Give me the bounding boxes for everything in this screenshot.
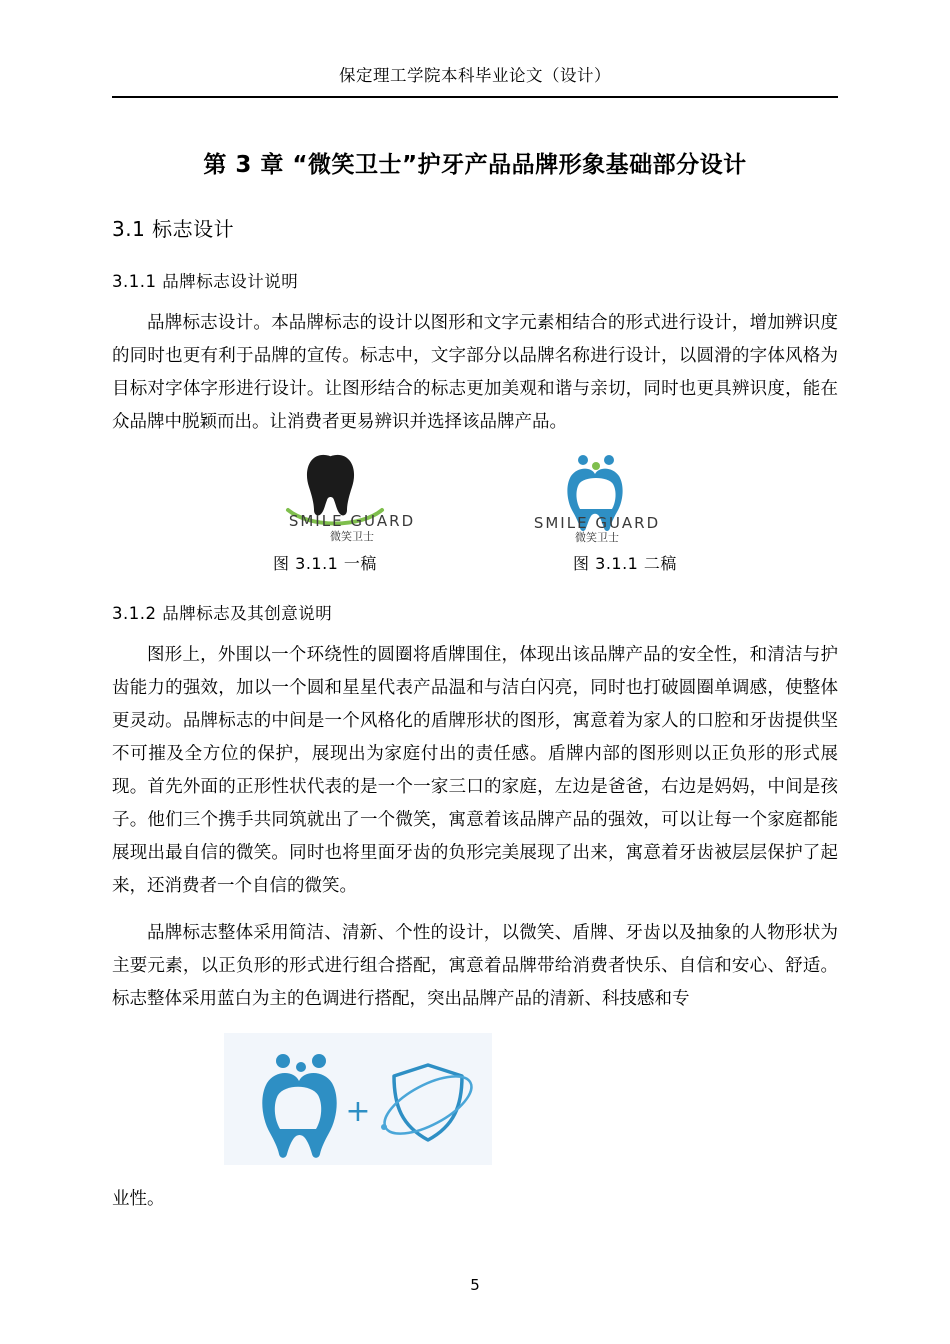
logo-draft-1-image bbox=[260, 450, 445, 545]
figure-caption-1: 图 3.1.1 一稿 bbox=[273, 554, 377, 573]
svg-text:SMILE GUARD: SMILE GUARD bbox=[288, 512, 416, 530]
section-heading-3-1-1: 3.1.1 品牌标志设计说明 bbox=[112, 272, 299, 291]
svg-text:微笑卫士: 微笑卫士 bbox=[330, 530, 374, 543]
header-title: 保定理工学院本科毕业论文（设计） bbox=[339, 66, 611, 85]
chapter-title: 第 3 章 “微笑卫士”护牙产品品牌形象基础部分设计 bbox=[203, 152, 747, 178]
paragraph-3: 品牌标志整体采用简洁、清新、个性的设计，以微笑、盾牌、牙齿以及抽象的人物形状为主要元素，以正负形的形式进行组合搭配，寓意着品牌带给消费者快乐、自信和安心、舒适。标志整体采用蓝白为主的色调进行搭配，突出品牌产品的清新、科技感和专 bbox=[112, 922, 838, 1008]
figure-logo-construction bbox=[224, 1033, 492, 1165]
section-heading-3-1: 3.1 标志设计 bbox=[112, 217, 235, 241]
page-header bbox=[112, 0, 838, 98]
svg-text:SMILE GUARD: SMILE GUARD bbox=[533, 514, 661, 532]
shield-orbit-icon bbox=[376, 1065, 480, 1145]
section-heading-3-1-2: 3.1.2 品牌标志及其创意说明 bbox=[112, 604, 333, 623]
paragraph-2: 图形上，外围以一个环绕性的圆圈将盾牌围住，体现出该品牌产品的安全性，和清洁与护齿能力的强效，加以一个圆和星星代表产品温和与洁白闪亮，同时也打破圆圈单调感，使整体更灵动。品牌标志的中间是一个风格化的盾牌形状的图形，寓意着为家人的口腔和牙齿提供坚不可摧及全方位的保护，展现出为家庭付出的责任感。盾牌内部的图形则以正负形的形式展现。首先外面的正形性状代表的是一个一家三口的家庭，左边是爸爸，右边是妈妈，中间是孩子。他们三个携手共同筑就出了一个微笑，寓意着该品牌产品的强效，可以让每一个家庭都能展现出最自信的微笑。同时也将里面牙齿的负形完美展现了出来，寓意着牙齿被层层保护了起来，还消费者一个自信的微笑。 bbox=[112, 644, 838, 895]
logo-draft-2-image bbox=[505, 450, 690, 545]
header-rule bbox=[112, 96, 838, 98]
plus-symbol: + bbox=[345, 1094, 371, 1129]
tooth-icon-dark bbox=[307, 455, 354, 516]
paragraph-3-tail: 业性。 bbox=[112, 1188, 165, 1208]
family-tooth-icon bbox=[262, 1054, 336, 1158]
figure-row-logos bbox=[112, 450, 838, 545]
figure-logo-1 bbox=[260, 450, 445, 545]
svg-text:微笑卫士: 微笑卫士 bbox=[575, 531, 619, 544]
figure-logo-2 bbox=[505, 450, 690, 545]
paragraph-1: 品牌标志设计。本品牌标志的设计以图形和文字元素相结合的形式进行设计，增加辨识度的同时也更有利于品牌的宣传。标志中，文字部分以品牌名称进行设计，以圆滑的字体风格为目标对字体字形进行设计。让图形结合的标志更加美观和谐与亲切，同时也更具辨识度，能在众品牌中脱颖而出。让消费者更易辨识并选择该品牌产品。 bbox=[112, 312, 838, 431]
figure-caption-2: 图 3.1.1 二稿 bbox=[573, 554, 677, 573]
figure-caption-row bbox=[112, 551, 838, 574]
page-number: 5 bbox=[470, 1276, 480, 1294]
